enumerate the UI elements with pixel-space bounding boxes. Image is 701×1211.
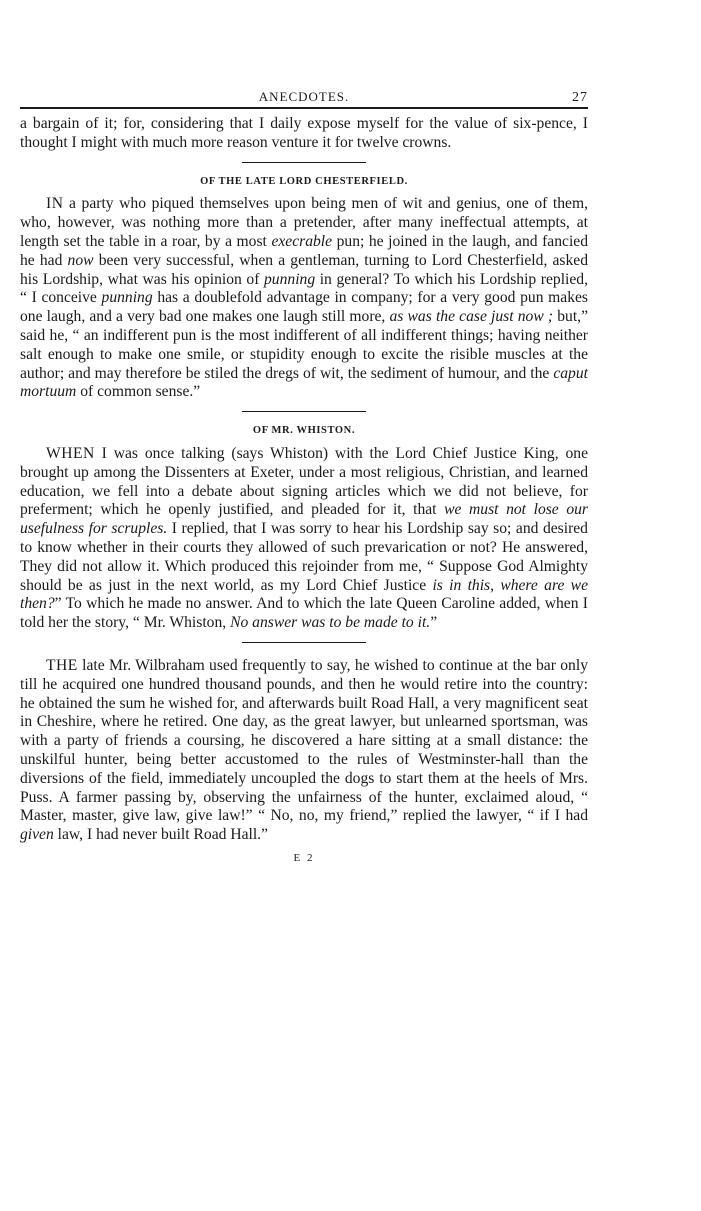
text-run: late Mr. Wilbraham used frequently to say, he wished to continue at the bar only till he acquired one hundred thousand pounds, and then he would retire into the country: he obtained the sum he wished for, and afterwards built Road Hall, a very magnificent seat in Cheshire, where he retired. One day, as the great lawyer, but unlearned sportsman, was with a party of friends a coursing, he discovered a hare sitting at a small distance: the unskilful hunter, being better accustomed to the rules of Westminster-hall than the diversions of the field, immediately uncoupled the dogs to start them at the heels of Mrs. Puss. A farmer passing by, observing the unfairness of the hunter, exclaimed aloud, “ Master, master, give law, give law!” “ No, no, my friend,” replied the lawyer, “ if I had (20, 656, 588, 825)
text-run: a party who piqued themselves upon being men of wit and genius, one of them, who, however, was nothing more than a pretender, after many ineffectual attempts, at length set the table in a roar, by a most (20, 195, 588, 250)
italic-run: execrable (271, 232, 333, 250)
page-number: 27 (572, 90, 588, 105)
text-run: pun; he joined in the laugh, and fancied he had (20, 232, 588, 269)
opening-paragraph: a bargain of it; for, considering that I daily expose myself for the value of six-pence, I thought I might with much more reason venture it for twelve crowns. (20, 115, 588, 151)
whiston-paragraph (20, 445, 588, 633)
text-run: I replied, that I was sorry to hear his Lordship say so; and desired to know whether in their courts they allowed of such prevarication or not? He answered, They did not allow it. Which produced this rejoinder from me, “ Suppose God Almighty should be as just in the next world, as my Lord Chief Justice (20, 520, 588, 594)
whiston-heading: OF MR. WHISTON. (252, 425, 356, 437)
book-page (20, 84, 588, 868)
italic-run: is in this, where are we then? (20, 576, 588, 613)
italic-run: as was the case just now ; (389, 308, 554, 326)
chesterfield-paragraph (20, 195, 588, 402)
text-run: in general? To which his Lordship replied, “ I conceive (20, 270, 589, 307)
italic-run: given (20, 826, 54, 844)
whiston-lead-word: WHEN (46, 444, 95, 462)
italic-run: we must not lose our usefulness for scruples. (20, 501, 588, 538)
italic-run: No answer was to be made to it. (230, 614, 431, 632)
italic-run: caput mortuum (20, 364, 588, 401)
text-run: of common sense.” (76, 383, 201, 401)
section-divider (242, 411, 366, 412)
running-title: ANECDOTES. (258, 89, 350, 104)
header-rule (20, 107, 588, 109)
text-run: been very successful, when a gentleman, turning to Lord Chesterfield, asked his Lordship, what was his opinion of (20, 251, 588, 288)
signature-mark: E 2 (293, 851, 315, 864)
chesterfield-lead-word: IN (46, 195, 64, 213)
section-divider (242, 162, 366, 163)
section-divider (242, 642, 366, 643)
italic-run: punning (264, 270, 316, 288)
text-run: has a doublefold advantage in company; for a very good pun makes one laugh, and a very bad one makes one laugh still more, (20, 289, 588, 326)
text-run: but,” said he, “ an indifferent pun is the most indifferent of all indifferent things; having neither salt enough to make one smile, or stupidity enough to excite the risible muscles at the author; and may therefore be stiled the dregs of wit, the sediment of humour, and the (20, 308, 588, 382)
text-run: I was once talking (says Whiston) with the Lord Chief Justice King, one brought up among the Dissenters at Exeter, under a most religious, Christian, and learned education, we fell into a debate about signing articles which we did not believe, for preferment; which he openly justified, and pleaded for it, that (20, 444, 588, 519)
text-run: ” To which he made no answer. And to which the late Queen Caroline added, when I told her the story, “ Mr. Whiston, (20, 595, 588, 632)
italic-run: punning (101, 289, 153, 307)
wilbraham-paragraph (20, 657, 588, 845)
text-run: law, I had never built Road Hall.” (53, 826, 268, 844)
text-run: ” (430, 614, 438, 632)
running-head (20, 84, 588, 106)
chesterfield-heading: OF THE LATE LORD CHESTERFIELD. (200, 175, 408, 187)
wilbraham-lead-word: THE (46, 656, 78, 674)
italic-run: now (67, 251, 94, 269)
